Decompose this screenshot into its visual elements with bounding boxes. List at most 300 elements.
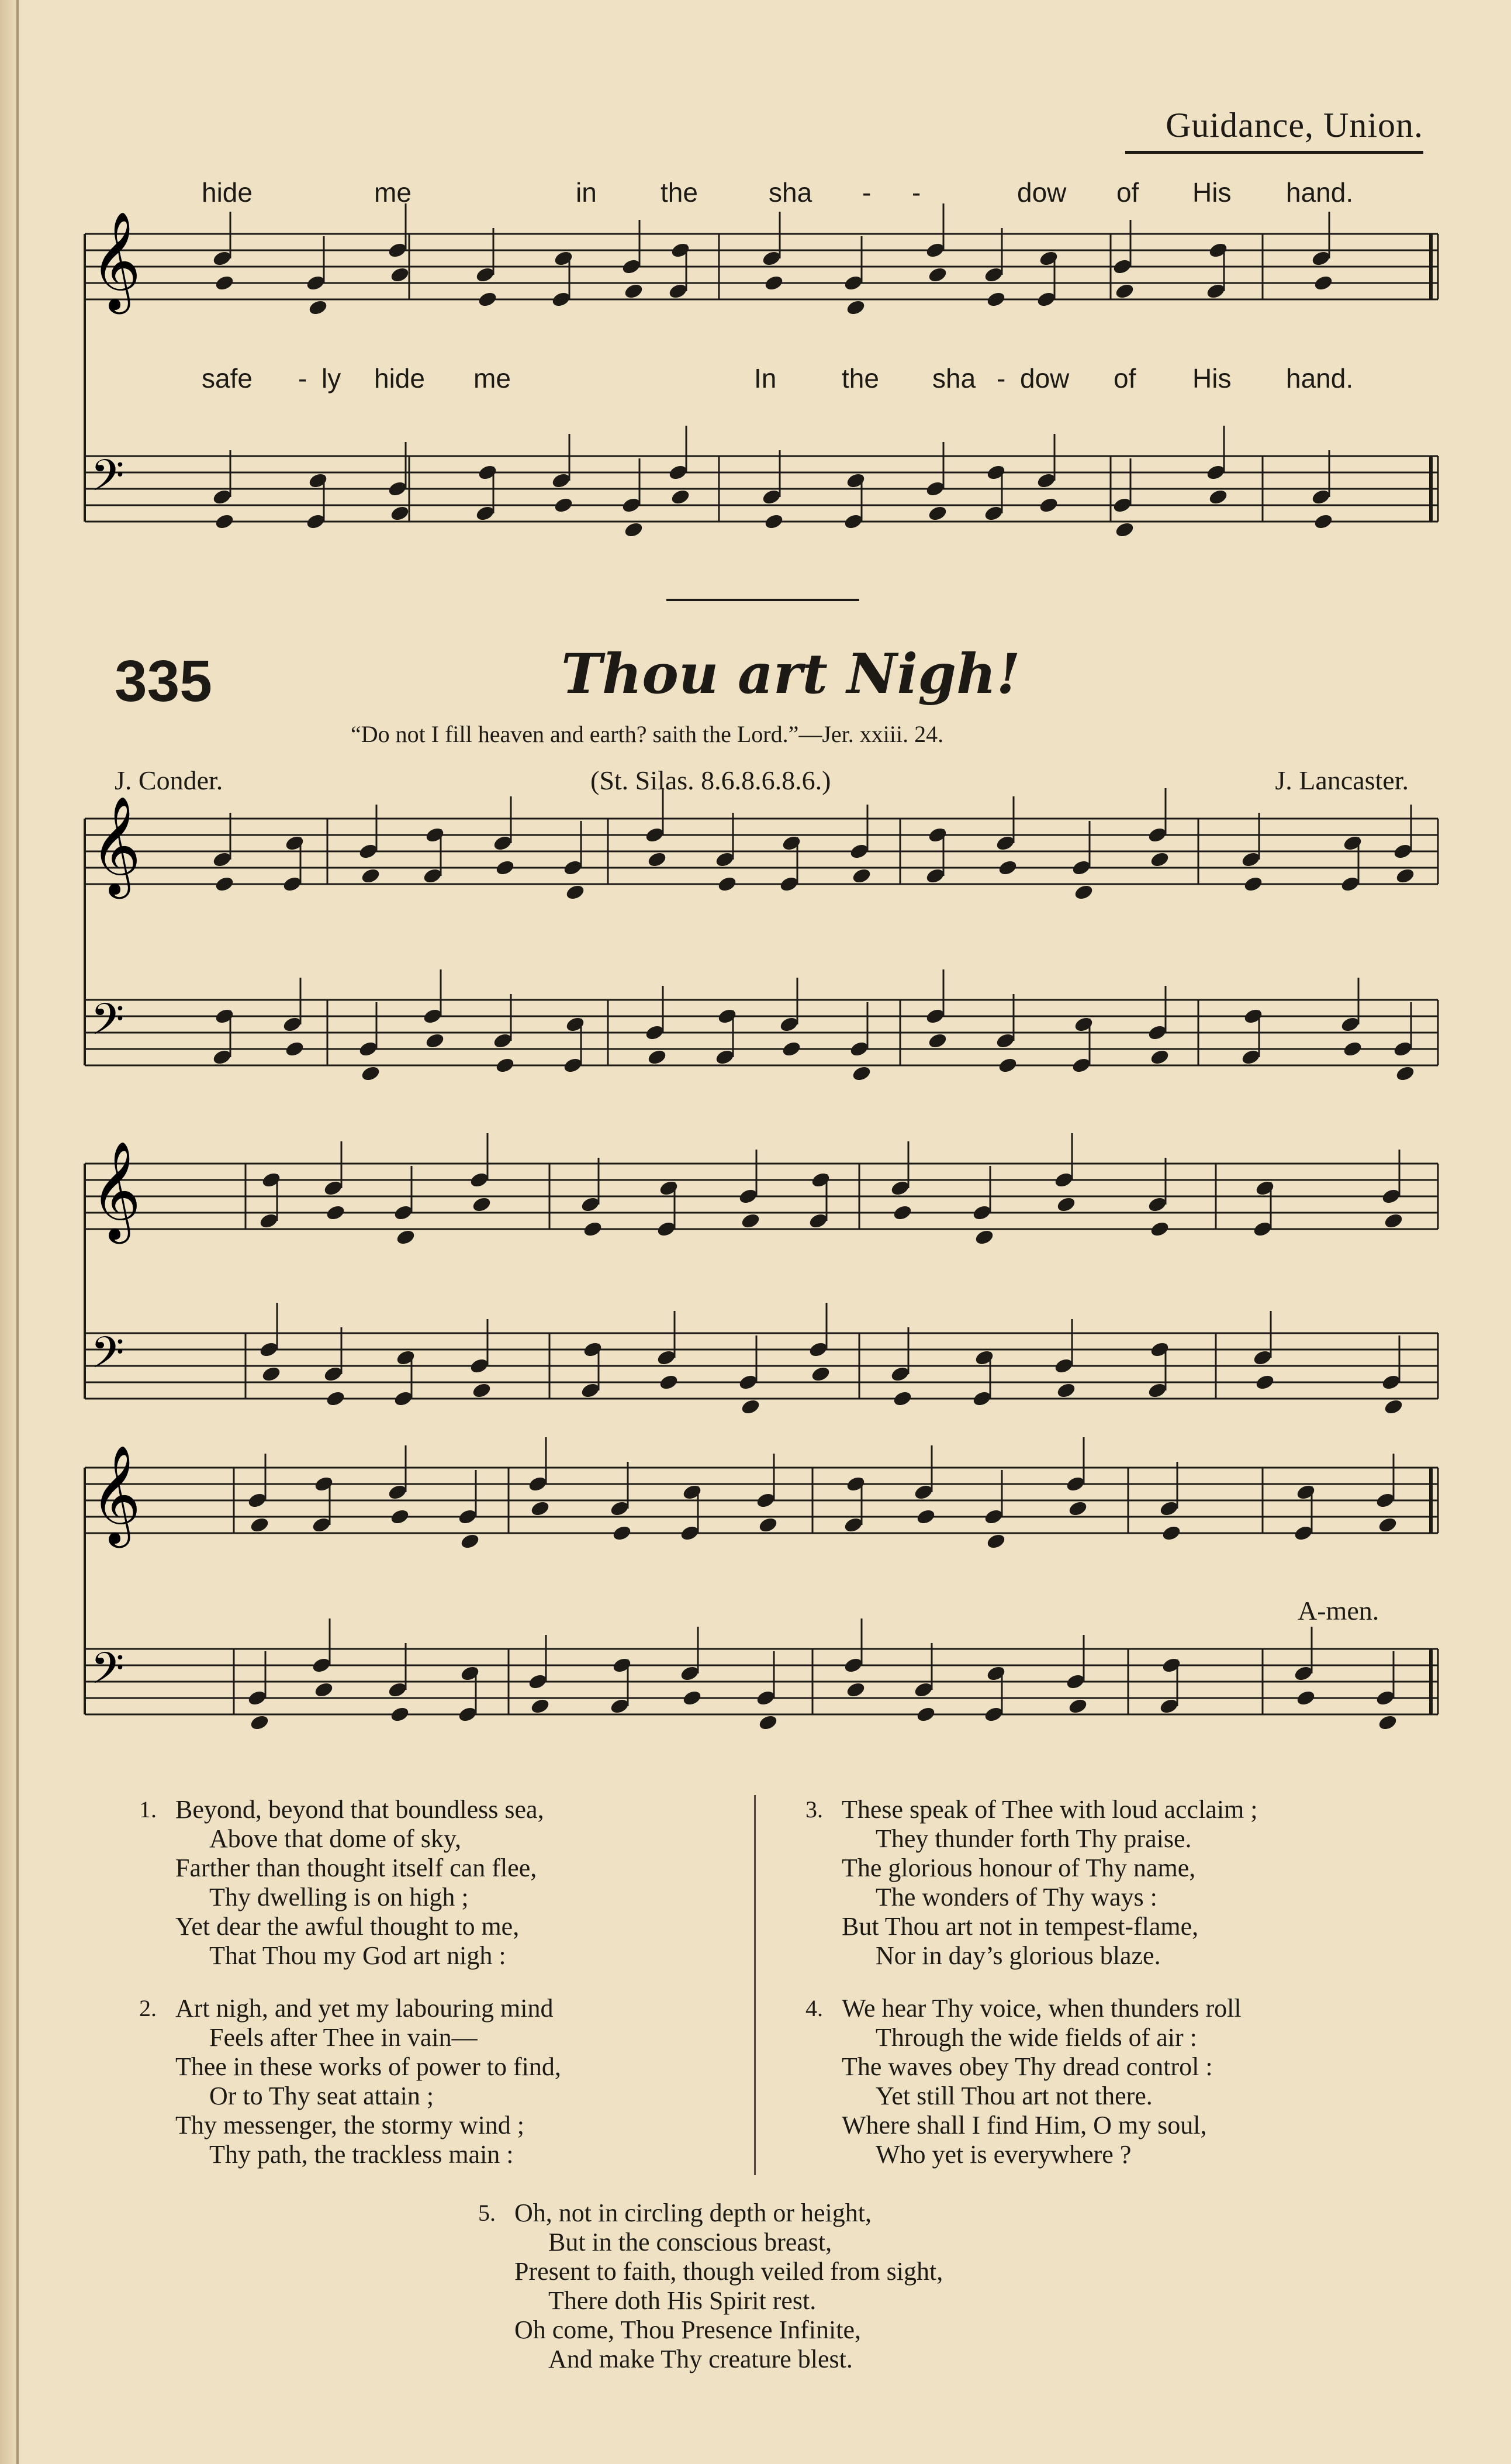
note-head: [395, 1228, 416, 1247]
note-head: [1243, 875, 1264, 893]
verse-line: And make Thy creature blest.: [548, 2345, 853, 2373]
note-head: [755, 1689, 776, 1707]
note-head: [284, 1040, 305, 1058]
note-head: [258, 1212, 279, 1230]
note-head: [1377, 1516, 1398, 1534]
hymn-composer: J. Lancaster.: [1275, 765, 1409, 795]
verse-line: Yet still Thou art not there.: [876, 2082, 1153, 2110]
note-head: [915, 1508, 936, 1526]
note-head: [843, 274, 864, 292]
note-head: [1147, 826, 1168, 844]
note-head: [927, 826, 948, 844]
note-head: [740, 1212, 761, 1230]
note-head: [393, 1390, 414, 1408]
note-head: [1295, 1689, 1316, 1707]
note-head: [284, 834, 305, 853]
bass-clef: 𝄢: [91, 1327, 125, 1389]
lyric-syllable: in: [576, 177, 597, 208]
note-head: [758, 1516, 779, 1534]
note-head: [495, 859, 516, 877]
note-head: [843, 1657, 864, 1675]
note-head: [995, 1032, 1016, 1050]
note-head: [527, 1475, 548, 1493]
note-head: [986, 1665, 1007, 1683]
note-head: [995, 834, 1016, 853]
note-head: [971, 1390, 993, 1408]
note-head: [781, 834, 802, 853]
note-head: [609, 1697, 630, 1716]
note-head: [457, 1508, 478, 1526]
verse-line: Feels after Thee in vain—: [209, 2023, 478, 2052]
note-head: [249, 1714, 270, 1732]
note-head: [565, 884, 586, 902]
treble-clef: 𝄞: [91, 211, 141, 310]
note-head: [925, 241, 946, 260]
note-head: [214, 513, 235, 531]
note-head: [389, 266, 410, 284]
note-head: [212, 851, 233, 869]
note-head: [623, 521, 644, 539]
verse-line: The glorious honour of Thy name,: [842, 1854, 1196, 1882]
note-head: [469, 1357, 490, 1375]
note-head: [261, 1365, 282, 1383]
verse-line: Art nigh, and yet my labouring mind: [175, 1994, 554, 2023]
lyric-syllable: sha: [932, 363, 976, 394]
note-head: [915, 1706, 936, 1724]
verse-2: [139, 1994, 561, 2169]
section-heading: Guidance, Union.: [1166, 106, 1423, 144]
note-head: [983, 266, 1004, 284]
lyric-syllable: me: [473, 363, 511, 394]
verse-number: 4.: [805, 1995, 823, 2021]
note-head: [1205, 464, 1226, 482]
treble-clef: 𝄞: [91, 796, 141, 895]
note-head: [761, 250, 782, 268]
note-head: [611, 1657, 632, 1675]
note-head: [214, 1007, 235, 1026]
hymn-title: Thou art Nigh!: [561, 642, 1021, 706]
note-head: [1313, 513, 1334, 531]
lyric-syllable: His: [1192, 363, 1232, 394]
note-head: [1381, 1374, 1402, 1392]
note-head: [1073, 1016, 1094, 1034]
bass-clef: 𝄢: [91, 1643, 125, 1704]
verse-line: Thy path, the trackless main :: [209, 2140, 514, 2169]
note-head: [810, 1171, 831, 1189]
note-head: [656, 1220, 677, 1238]
note-head: [1252, 1349, 1273, 1367]
note-head: [424, 826, 445, 844]
note-head: [1254, 1179, 1275, 1198]
verse-line: Beyond, beyond that boundless sea,: [175, 1795, 544, 1824]
verse-line: That Thou my God art nigh :: [209, 1941, 506, 1970]
note-head: [258, 1341, 279, 1359]
note-head: [387, 1483, 408, 1502]
note-head: [471, 1382, 492, 1400]
note-head: [325, 1204, 346, 1222]
note-head: [646, 851, 668, 869]
note-head: [644, 1024, 665, 1042]
note-head: [1036, 291, 1057, 309]
note-head: [1067, 1697, 1088, 1716]
note-head: [763, 274, 784, 292]
note-head: [1313, 274, 1334, 292]
note-head: [1377, 1714, 1398, 1732]
note-head: [471, 1196, 492, 1214]
note-head: [656, 1349, 677, 1367]
bass-clef: 𝄢: [91, 994, 125, 1055]
verse-line: Through the wide fields of air :: [876, 2023, 1197, 2052]
verse-line: There doth His Spirit rest.: [548, 2286, 817, 2315]
verse-line: Yet dear the awful thought to me,: [175, 1912, 520, 1941]
verse-3: [805, 1795, 1258, 1970]
note-head: [469, 1171, 490, 1189]
note-head: [311, 1657, 332, 1675]
note-head: [1056, 1382, 1077, 1400]
note-head: [986, 464, 1007, 482]
note-head: [305, 513, 326, 531]
verse-line: Nor in day’s glorious blaze.: [876, 1941, 1161, 1970]
hymn-tune: (St. Silas. 8.6.8.6.8.6.): [590, 765, 831, 795]
note-head: [1240, 1048, 1261, 1067]
verse-line: Farther than thought itself can flee,: [175, 1854, 537, 1882]
bass-clef: 𝄢: [91, 450, 125, 512]
note-head: [553, 496, 574, 515]
verse-line: Or to Thy seat attain ;: [209, 2082, 434, 2110]
note-head: [323, 1179, 344, 1198]
note-head: [808, 1341, 829, 1359]
note-head: [562, 859, 583, 877]
note-head: [389, 1508, 410, 1526]
lyric-syllable: dow: [1017, 177, 1067, 208]
note-head: [1159, 1500, 1180, 1518]
verse-column-divider: [754, 1795, 756, 2175]
note-head: [422, 1007, 443, 1026]
note-head: [1147, 1024, 1168, 1042]
note-head: [1065, 1475, 1086, 1493]
note-head: [717, 875, 738, 893]
note-head: [1036, 472, 1057, 490]
note-head: [925, 480, 946, 498]
note-head: [1114, 282, 1135, 301]
note-head: [1149, 851, 1170, 869]
note-head: [1311, 250, 1332, 268]
note-head: [424, 1032, 445, 1050]
verse-line: These speak of Thee with loud acclaim ;: [842, 1795, 1258, 1824]
note-head: [738, 1374, 759, 1392]
note-head: [323, 1365, 344, 1383]
note-head: [1254, 1374, 1275, 1392]
note-head: [971, 1204, 993, 1222]
note-head: [1293, 1524, 1314, 1542]
note-head: [892, 1390, 913, 1408]
note-head: [1208, 241, 1229, 260]
note-head: [1375, 1492, 1396, 1510]
note-head: [492, 834, 513, 853]
note-head: [983, 1508, 1004, 1526]
verse-line: We hear Thy voice, when thunders roll: [842, 1994, 1242, 2023]
note-head: [925, 1007, 946, 1026]
note-head: [282, 875, 303, 893]
verse-4: [805, 1994, 1242, 2169]
lyric-syllable: the: [661, 177, 698, 208]
note-head: [845, 299, 866, 317]
note-head: [609, 1500, 630, 1518]
note-head: [670, 488, 691, 506]
note-head: [1147, 1382, 1168, 1400]
note-head: [849, 843, 870, 861]
verse-line: The wonders of Thy ways :: [876, 1883, 1157, 1911]
note-head: [1149, 1048, 1170, 1067]
note-head: [983, 1706, 1004, 1724]
note-head: [1159, 1697, 1180, 1716]
note-head: [477, 464, 498, 482]
note-head: [670, 241, 691, 260]
lyric-syllable: safe: [202, 363, 253, 394]
note-head: [1149, 1341, 1170, 1359]
note-head: [682, 1483, 703, 1502]
note-head: [1071, 1057, 1092, 1075]
note-head: [249, 1516, 270, 1534]
note-head: [1311, 488, 1332, 506]
note-head: [623, 282, 644, 301]
note-head: [679, 1524, 700, 1542]
note-head: [530, 1500, 551, 1518]
note-head: [477, 291, 498, 309]
note-head: [986, 291, 1007, 309]
note-head: [1240, 851, 1261, 869]
lyric-syllable: -: [298, 363, 307, 394]
note-head: [1114, 521, 1135, 539]
note-head: [212, 250, 233, 268]
note-head: [1205, 282, 1226, 301]
lyric-syllable: of: [1116, 177, 1139, 208]
note-head: [527, 1673, 548, 1691]
lyric-syllable: hand.: [1286, 177, 1354, 208]
note-head: [307, 472, 329, 490]
note-head: [621, 258, 642, 276]
note-head: [845, 472, 866, 490]
note-head: [1161, 1657, 1182, 1675]
note-head: [1395, 1065, 1416, 1083]
lyric-syllable: -: [862, 177, 872, 208]
note-head: [1161, 1524, 1182, 1542]
lyric-syllable: of: [1114, 363, 1136, 394]
note-head: [808, 1212, 829, 1230]
note-head: [779, 875, 800, 893]
lyric-syllable: hand.: [1286, 363, 1354, 394]
note-head: [717, 1007, 738, 1026]
note-head: [553, 250, 574, 268]
note-head: [658, 1374, 679, 1392]
note-head: [845, 1681, 866, 1699]
note-head: [459, 1665, 480, 1683]
note-head: [927, 505, 948, 523]
note-head: [1112, 258, 1133, 276]
note-head: [212, 1048, 233, 1067]
note-head: [1395, 867, 1416, 885]
note-head: [387, 1681, 408, 1699]
note-head: [475, 266, 496, 284]
note-head: [1065, 1673, 1086, 1691]
verse-number: 3.: [805, 1796, 823, 1823]
verse-line: Above that dome of sky,: [209, 1824, 461, 1853]
note-head: [565, 1016, 586, 1034]
note-head: [492, 1032, 513, 1050]
note-head: [986, 1533, 1007, 1551]
note-head: [1383, 1398, 1404, 1416]
note-head: [358, 1040, 379, 1058]
note-head: [851, 1065, 872, 1083]
note-head: [305, 274, 326, 292]
note-head: [311, 1516, 332, 1534]
note-head: [212, 488, 233, 506]
verse-line: Oh, not in circling depth or height,: [514, 2199, 872, 2227]
note-head: [621, 496, 642, 515]
hymn-separator-rule: [666, 599, 859, 601]
note-head: [282, 1016, 303, 1034]
note-head: [983, 505, 1004, 523]
lyric-syllable: hide: [374, 363, 425, 394]
note-head: [682, 1689, 703, 1707]
note-head: [761, 488, 782, 506]
note-head: [580, 1382, 601, 1400]
note-head: [1383, 1212, 1404, 1230]
note-head: [1295, 1483, 1316, 1502]
note-head: [387, 480, 408, 498]
note-head: [1342, 834, 1363, 853]
note-head: [313, 1681, 334, 1699]
note-head: [1208, 488, 1229, 506]
note-head: [738, 1188, 759, 1206]
note-head: [1149, 1220, 1170, 1238]
note-head: [1293, 1665, 1314, 1683]
note-head: [261, 1171, 282, 1189]
note-head: [582, 1220, 603, 1238]
lyric-syllable: -: [912, 177, 921, 208]
note-head: [495, 1057, 516, 1075]
note-head: [758, 1714, 779, 1732]
note-head: [1381, 1188, 1402, 1206]
note-head: [913, 1681, 934, 1699]
hymn-author: J. Conder.: [115, 765, 223, 795]
note-head: [927, 1032, 948, 1050]
note-head: [925, 867, 946, 885]
note-head: [1392, 1040, 1413, 1058]
note-head: [389, 1706, 410, 1724]
note-head: [389, 505, 410, 523]
note-head: [974, 1228, 995, 1247]
note-head: [530, 1697, 551, 1716]
note-head: [892, 1204, 913, 1222]
treble-clef: 𝄞: [91, 1445, 141, 1544]
note-head: [644, 826, 665, 844]
note-head: [997, 859, 1018, 877]
note-head: [475, 505, 496, 523]
verse-line: Thy dwelling is on high ;: [209, 1883, 469, 1911]
note-head: [1342, 1040, 1363, 1058]
note-head: [580, 1196, 601, 1214]
note-head: [214, 875, 235, 893]
lyric-syllable: sha: [769, 177, 812, 208]
lyric-syllable: His: [1192, 177, 1232, 208]
note-head: [927, 266, 948, 284]
lyric-syllable: dow: [1020, 363, 1070, 394]
note-head: [1053, 1357, 1074, 1375]
note-head: [313, 1475, 334, 1493]
note-head: [551, 472, 572, 490]
verse-line: Present to faith, though veiled from sight,: [514, 2257, 943, 2286]
note-head: [325, 1390, 346, 1408]
hymn-number: 335: [115, 648, 212, 714]
note-head: [1073, 884, 1094, 902]
note-head: [810, 1365, 831, 1383]
note-head: [714, 851, 735, 869]
note-head: [679, 1665, 700, 1683]
note-head: [740, 1398, 761, 1416]
note-head: [890, 1179, 911, 1198]
verse-number: 2.: [139, 1995, 157, 2021]
verse-5: [478, 2199, 943, 2374]
note-head: [646, 1048, 668, 1067]
note-head: [1038, 496, 1059, 515]
note-head: [845, 1475, 866, 1493]
note-head: [843, 1516, 864, 1534]
note-head: [247, 1492, 268, 1510]
verse-number: 1.: [139, 1796, 157, 1823]
note-head: [658, 1179, 679, 1198]
verse-line: But in the conscious breast,: [548, 2228, 832, 2256]
note-head: [387, 241, 408, 260]
note-head: [714, 1048, 735, 1067]
note-head: [1112, 496, 1133, 515]
note-head: [913, 1483, 934, 1502]
note-head: [1056, 1196, 1077, 1214]
note-head: [1375, 1689, 1396, 1707]
verse-line: Thee in these works of power to find,: [175, 2052, 561, 2081]
note-head: [360, 1065, 381, 1083]
verse-line: Oh come, Thou Presence Infinite,: [514, 2315, 862, 2344]
note-head: [668, 464, 689, 482]
note-head: [1340, 1016, 1361, 1034]
note-head: [849, 1040, 870, 1058]
note-head: [1340, 875, 1361, 893]
note-head: [781, 1040, 802, 1058]
lyric-syllable: ly: [321, 363, 341, 394]
verse-1: [139, 1795, 544, 1970]
note-head: [1067, 1500, 1088, 1518]
note-head: [779, 1016, 800, 1034]
note-head: [890, 1365, 911, 1383]
note-head: [1053, 1171, 1074, 1189]
verse-number: 5.: [478, 2200, 496, 2226]
note-head: [551, 291, 572, 309]
lyric-syllable: In: [754, 363, 777, 394]
lyric-syllable: hide: [202, 177, 253, 208]
verse-line: They thunder forth Thy praise.: [876, 1824, 1192, 1853]
note-head: [247, 1689, 268, 1707]
note-head: [974, 1349, 995, 1367]
note-head: [1252, 1220, 1273, 1238]
verse-line: The waves obey Thy dread control :: [842, 2052, 1213, 2081]
hymn-epigraph: “Do not I fill heaven and earth? saith the Lord.”—Jer. xxiii. 24.: [351, 721, 944, 747]
treble-clef: 𝄞: [91, 1141, 141, 1240]
note-head: [851, 867, 872, 885]
note-head: [457, 1706, 478, 1724]
lyric-syllable: -: [997, 363, 1006, 394]
note-head: [1392, 843, 1413, 861]
verse-line: Where shall I find Him, O my soul,: [842, 2111, 1207, 2139]
